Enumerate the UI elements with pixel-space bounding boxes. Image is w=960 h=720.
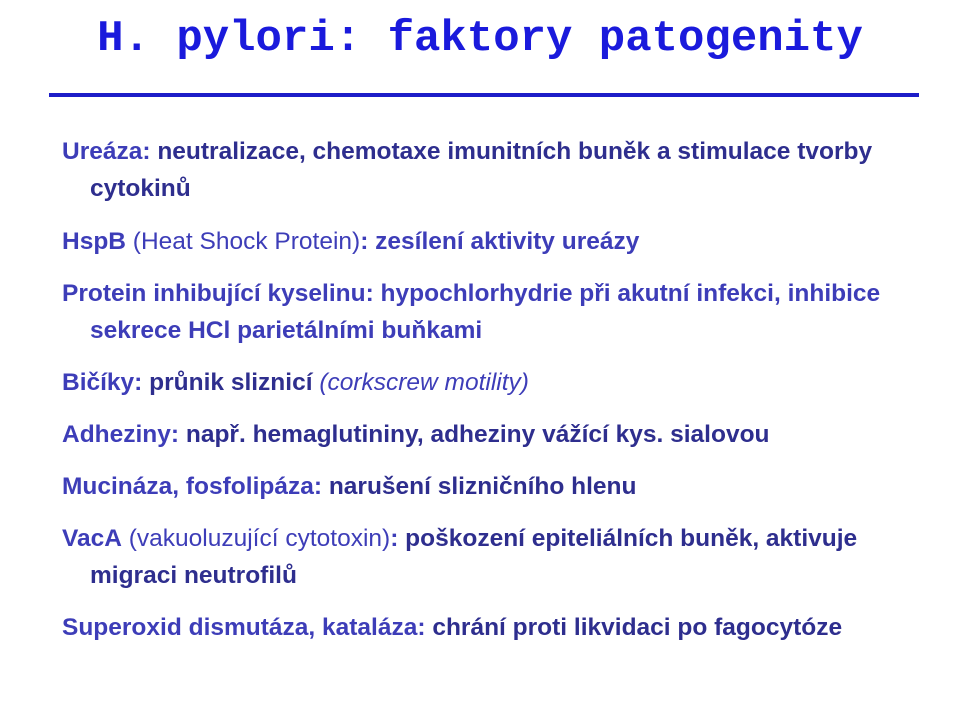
factor-keyword: Superoxid dismutáza, kataláza:: [62, 614, 426, 641]
list-item: [62, 275, 942, 349]
factor-expansion: (Heat Shock Protein): [125, 228, 361, 255]
factor-keyword: Mucináza, fosfolipáza:: [62, 473, 323, 500]
factor-keyword: Ureáza:: [62, 138, 151, 165]
factor-keyword: VacA: [62, 525, 122, 552]
factor-description: chrání proti likvidaci po fagocytóze: [425, 614, 843, 641]
list-item: [62, 468, 942, 505]
factor-description: zesílení aktivity ureázy: [368, 228, 640, 255]
factor-separator: :: [390, 525, 399, 552]
factor-description: poškození epiteliálních buněk, aktivuje migraci neutrofilů: [90, 525, 858, 589]
factor-description: hypochlorhydrie při akutní infekci, inhibice sekrece HCl parietálními buňkami: [90, 280, 881, 344]
title-rule-line: [49, 93, 919, 97]
factor-description: např. hemaglutininy, adheziny vážící kys. sialovou: [179, 421, 770, 448]
factor-description: průnik sliznicí: [142, 369, 320, 396]
factor-keyword: Bičíky:: [62, 369, 143, 396]
list-item: [62, 609, 942, 646]
factor-keyword: Protein inhibující kyselinu:: [62, 280, 374, 307]
list-item: [62, 416, 942, 453]
list-item: [62, 223, 942, 260]
list-item: [62, 364, 942, 401]
slide-title: H. pylori: faktory patogenity: [97, 14, 863, 64]
factor-separator: :: [360, 228, 369, 255]
factor-expansion: (corkscrew motility): [319, 369, 529, 396]
list-item: [62, 520, 942, 594]
list-item: [62, 133, 942, 207]
factor-description: neutralizace, chemotaxe imunitních buněk a stimulace tvorby cytokinů: [90, 138, 873, 202]
factor-expansion: (vakuoluzující cytotoxin): [121, 525, 391, 552]
title-rule: [49, 93, 919, 97]
factor-keyword: HspB: [62, 228, 126, 255]
factor-keyword: Adheziny:: [62, 421, 180, 448]
factor-list: [62, 133, 942, 661]
factor-description: narušení slizničního hlenu: [322, 473, 637, 500]
